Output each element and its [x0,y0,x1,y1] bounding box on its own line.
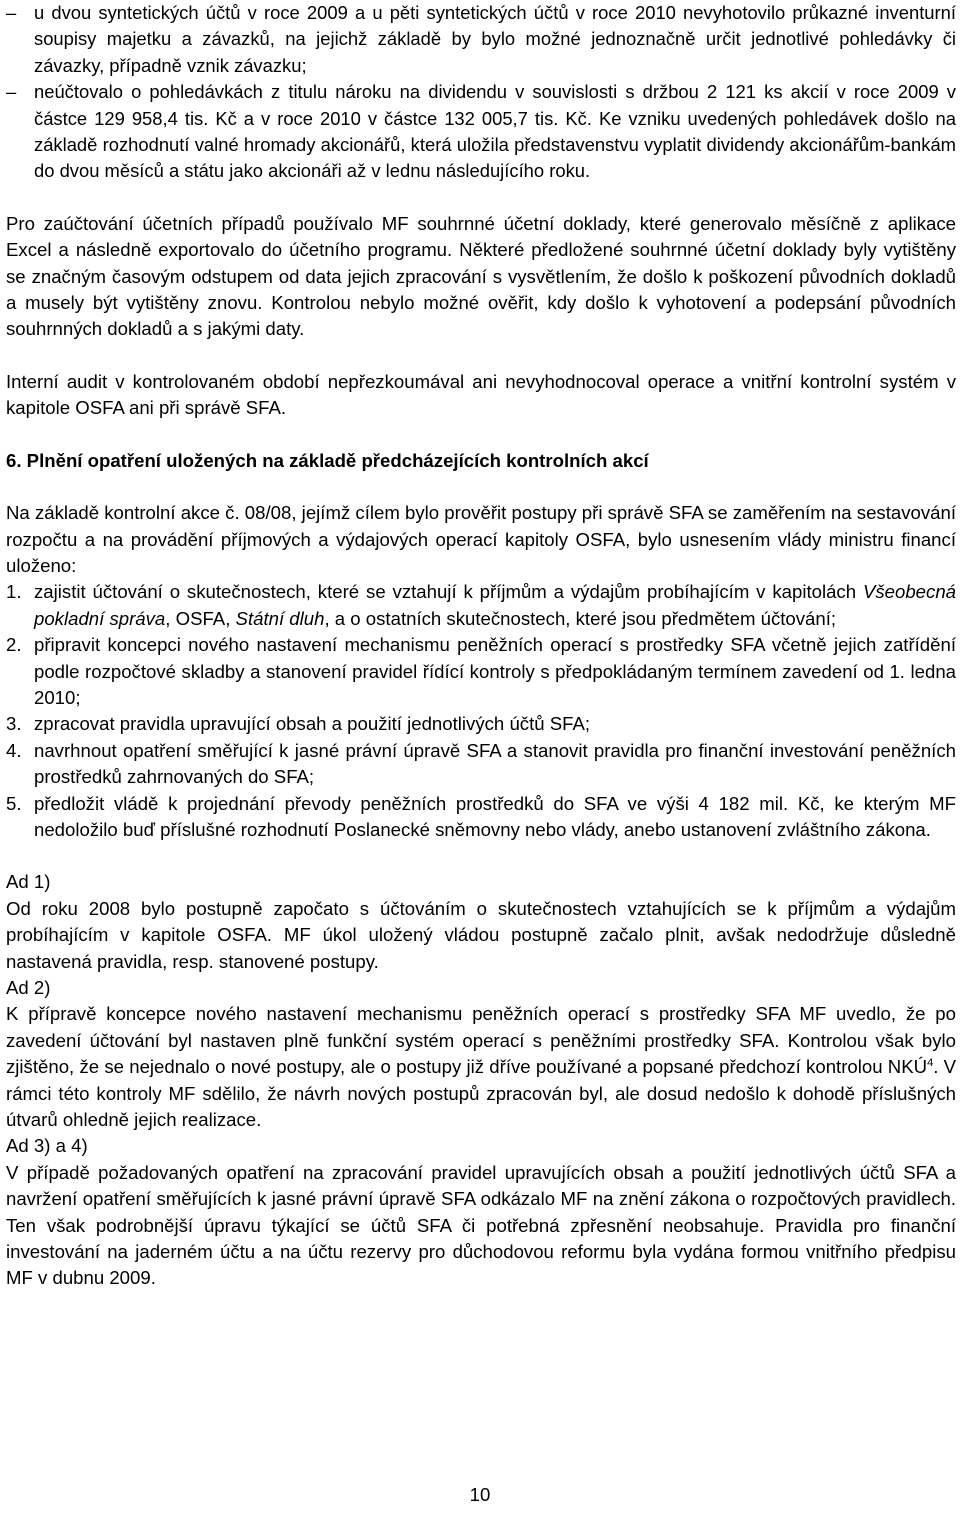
paragraph-internal-audit: Interní audit v kontrolovaném období nepřezkoumával ani nevyhodnocoval operace a vnitřní kontrolní systém v kapitole OSFA ani při správě SFA. [6,370,956,419]
ad2-label: Ad 2) [6,977,51,998]
ad2-text-part: . V rámci této kontroly MF sdělilo, že návrh nových postupů zpracován byl, ale dosud nedošlo k dohodě příslušných útvarů ohledně jejich realizace. [6,1056,957,1131]
dash-marker: – [6,81,17,103]
ad2-text-part: K přípravě koncepce nového nastavení mechanismu peněžních operací s prostředky SFA MF uvedlo, že po zavedení účtování byl nastaven plně funkční systém operací s peněžními prostředky SFA. Kontrolou však bylo zjištěno, že se nejednalo o nové postupy, ale o postupy již dříve používané a popsané předchozí kontrolou NKÚ [6,1003,956,1078]
paragraph-accounting: Pro zaúčtování účetních případů používalo MF souhrnné účetní doklady, které generovalo měsíčně z aplikace Excel a následně exportovalo do účetního programu. Některé předložené souhrnné účetní doklady byly vytištěny se značným časovým odstupem od data jejich zpracování s vysvětlením, že došlo k poškození původních dokladů a musely být vytištěny znovu. Kontrolou nebylo možné ověřit, kdy došlo k vyhotovení a podepsání původních souhrnných dokladů a s jakými daty. [6,212,956,340]
bullet-text: u dvou syntetických účtů v roce 2009 a u pěti syntetických účtů v roce 2010 nevyhotovilo průkazné inventurní soupisy majetku a závazků, na jejichž základě by bylo možné jednoznačně určit jednotlivé pohledávky či závazky, případně vznik závazku; [34,2,956,76]
footnote-ref[interactable]: 4 [927,1057,934,1070]
page-number: 10 [469,1484,491,1505]
list-number: 5. [6,792,22,814]
dash-marker: – [6,2,17,23]
list-text: zajistit účtování o skutečnostech, které se vztahují k příjmům a výdajům probíhajícím v kapitolách [34,581,863,603]
list-item [6,738,956,791]
bullet-item [6,79,956,185]
list-number: 1. [6,581,22,603]
list-text: navrhnout opatření směřující k jasné právní úpravě SFA a stanovit pravidla pro finanční investování peněžních prostředků zahrnovaných do SFA; [34,739,956,788]
list-text: zpracovat pravidla upravující obsah a použití jednotlivých účtů SFA; [34,713,591,735]
ad34-label: Ad 3) a 4) [6,1135,88,1157]
list-text: , a o ostatních skutečnostech, které jsou předmětem účtování; [324,607,837,629]
bullet-item [6,0,956,79]
list-text: , OSFA, [165,607,236,629]
ad1-text: Od roku 2008 bylo postupně započato s účtováním o skutečnostech vztahujících se k příjmům a výdajům probíhajícím v kapitole OSFA. MF úkol uložený vládou postupně začalo plnit, avšak nedodržuje důsledně nastavená pravidla, resp. stanovené postupy. [6,897,956,972]
list-number: 2. [6,634,22,656]
list-item [6,791,956,844]
list-text: připravit koncepci nového nastavení mechanismu peněžních operací s prostředky SFA včetně jejich zatřídění podle rozpočtové skladby a stanovení pravidel řídící kontroly s předpokládaným termínem zavedení od 1. ledna 2010; [34,634,956,708]
bullet-text: neúčtovalo o pohledávkách z titulu nároku na dividendu v souvislosti s držbou 2 121 ks akcií v roce 2009 v částce 129 958,4 tis. Kč a v roce 2010 v částce 132 005,7 tis. Kč. Ke vzniku uvedených pohledávek došlo na základě rozhodnutí valné hromady akcionářů, která uložila představenstvu vyplatit dividendy akcionářům-bankám do dvou měsíců a státu jako akcionáři až v lednu následujícího roku. [34,81,956,182]
ad2-text [6,1001,956,1133]
list-item [6,711,956,737]
list-text-italic: Všeobecná pokladní správa [34,581,956,629]
list-number: 3. [6,713,22,735]
list-item [6,579,956,632]
ad1-label: Ad 1) [6,871,51,893]
document-page [6,0,956,1292]
list-item [6,632,956,711]
section-heading: 6. Plnění opatření uložených na základě předcházejících kontrolních akcí [6,449,649,471]
list-number: 4. [6,739,22,761]
ad34-text: V případě požadovaných opatření na zpracování pravidel upravujících obsah a použití jednotlivých účtů SFA a navržení opatření směřujících k jasné právní úpravě SFA odkázalo MF na znění zákona o rozpočtových pravidlech. Ten však podrobnější úpravu týkající se účtů SFA či potřebná zpřesnění neobsahuje. Pravidla pro finanční investování na jaderném účtu a na účtu rezervy pro důchodovou reformu byla vydána formou vnitřního předpisu MF v dubnu 2009. [6,1161,956,1289]
list-text-italic: Státní dluh [235,607,325,629]
list-text: předložit vládě k projednání převody peněžních prostředků do SFA ve výši 4 182 mil. Kč, ke kterým MF nedoložilo buď příslušné rozhodnutí Poslanecké sněmovny nebo vlády, anebo ustanovení zvláštního zákona. [34,792,956,840]
paragraph-intro: Na základě kontrolní akce č. 08/08, jejímž cílem bylo prověřit postupy při správě SFA se zaměřením na sestavování rozpočtu a na provádění příjmových a výdajových operací kapitoly OSFA, bylo usnesením vlády ministru financí uloženo: [6,502,956,576]
